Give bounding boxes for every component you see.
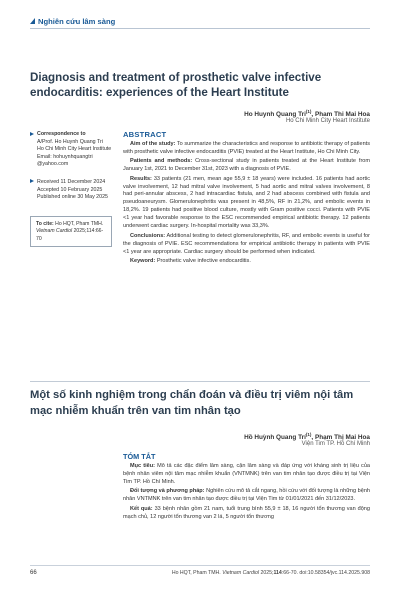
author-line-vn <box>244 432 370 441</box>
author-1: Ho Huynh Quang Tri <box>244 111 306 119</box>
footer-cite-year: 2025; <box>259 570 274 576</box>
affiliation-en: Ho Chi Minh City Heart Institute <box>285 118 370 124</box>
abstract-vn-results-label: Kết quả: <box>130 505 153 512</box>
footer-cite-journal: Vietnam Cardiol <box>222 570 260 576</box>
abstract-vn-aim <box>123 463 370 487</box>
abstract-vn-heading: TÓM TẮT <box>123 452 156 461</box>
abstract-conclusions-label: Conclusions: <box>130 232 166 239</box>
footer-citation <box>172 570 370 576</box>
author-line-en <box>244 109 370 118</box>
abstract-keyword-text: Prosthetic valve infective endocarditis. <box>155 257 251 264</box>
vn-author-1: Hồ Huỳnh Quang Trí <box>244 434 306 442</box>
section-divider <box>30 381 370 382</box>
correspondence-line: A/Prof. Ho Huynh Quang Tri <box>37 138 103 145</box>
correspondence-email-domain[interactable]: @yahoo.com <box>37 161 69 168</box>
correspondence-email[interactable]: Email: hohuynhquangtri <box>37 153 93 160</box>
arrow-right-icon <box>30 179 34 183</box>
published-date: Published online 30 May 2025 <box>37 194 108 201</box>
abstract-vn-methods-label: Đối tượng và phương pháp: <box>130 488 205 495</box>
triangle-icon <box>30 18 35 24</box>
author-1-affil-mark: (1) <box>305 109 312 114</box>
cite-authors: Ho HQT, Pham TMH. <box>53 220 104 227</box>
footer-cite-volume: 114 <box>273 570 282 576</box>
affiliation-vn: Viện Tim TP. Hồ Chí Minh <box>301 441 370 447</box>
abstract-aim-label: Aim of the study: <box>130 140 176 147</box>
article-title-vn: Một số kinh nghiệm trong chẩn đoán và điều trị viêm nội tâm mạc nhiễm khuẩn trên van tim nhân tạo <box>30 389 354 417</box>
arrow-right-icon <box>30 132 34 136</box>
header-rule <box>30 28 370 29</box>
dates-block <box>30 179 112 202</box>
author-2: Pham Thi Mai Hoa <box>314 111 370 119</box>
article-title-en: Diagnosis and treatment of prosthetic valve infective endocarditis: experiences of the Heart Institute <box>30 71 322 99</box>
correspondence-line: Ho Chi Minh City Heart Institute <box>37 146 112 153</box>
page-number: 66 <box>30 570 37 576</box>
abstract-vn-results <box>123 506 370 522</box>
abstract-results <box>123 176 370 232</box>
abstract-aim <box>123 141 370 157</box>
footer-cite-authors: Ho HQT, Pham TMH. <box>171 570 223 576</box>
abstract-results-text: 33 patients (21 men, mean age 55,9 ± 18 years) were included. 16 patients had aortic valve involvement, 12 had mitral valve involvement, 5 had aortic and mitral valves involvement, 8 had peri-annular abscess, 2 had intracardiac fistula, and 2 had abscess combined with fistula and pseudoaneurysm. Glomerulonephritis was present in 48,5%, RF in 21,2%, and embolic events in 18,2%. 19 patients had positive blood culture, mostly with Gram positive cocci. Patients with PVIE <1 year had favorable response to the ESC recommended empirical antibiotic therapy. 12 patients underwent cardiac surgery. In-hospital mortality was 33,3%. <box>123 175 370 230</box>
article-info-sidebar <box>30 131 112 247</box>
abstract-vn-aim-label: Mục tiêu: <box>130 462 155 469</box>
abstract-aim-text: To summarize the characteristics and response to antibiotic therapy of patients with prosthetic valve infective endocarditis (PVIE) treated at the Heart Institute, Ho Chi Minh City. <box>123 140 370 155</box>
abstract-results-label: Results: <box>130 175 152 182</box>
abstract-vn-methods <box>123 488 370 504</box>
vn-author-1-affil-mark: (1) <box>305 432 312 437</box>
abstract-keyword <box>123 258 370 266</box>
section-tag <box>30 17 115 26</box>
accepted-date: Accepted 10 February 2025 <box>37 186 103 193</box>
abstract-methods-label: Patients and methods: <box>130 158 193 165</box>
cite-box <box>30 216 112 247</box>
correspondence-heading: Correspondence to <box>37 131 86 137</box>
correspondence-block <box>30 131 112 169</box>
cite-journal: Vietnam Cardiol <box>36 228 73 235</box>
cite-rest: 2025;114:66-70 <box>36 228 104 242</box>
abstract-vn <box>123 453 370 523</box>
author-separator: , <box>311 111 315 119</box>
abstract-heading: ABSTRACT <box>123 130 167 139</box>
abstract-vn-results-text: 33 bệnh nhân gồm 21 nam, tuổi trung bình 55,9 ± 18, 16 người tổn thương van động mạch chủ, 12 người tổn thương van 2 lá, 5 người tổn thương <box>123 505 370 520</box>
abstract-methods <box>123 158 370 174</box>
vn-author-2: Phạm Thị Mai Hoa <box>314 434 370 442</box>
abstract-vn-aim-text: Mô tả các đặc điểm lâm sàng, cận lâm sàng và đáp ứng với kháng sinh trị liệu của bệnh nhân viêm nội tâm mạc nhiễm khuẩn (VNTMNK) trên van tim nhân tạo được điều trị tại Viện Tim TP. Hồ Chí Minh. <box>123 462 371 485</box>
footer-rule <box>30 565 370 566</box>
footer-cite-rest: :66-70. doi:10.58354/jvc.114.2025.908 <box>281 570 370 576</box>
abstract-conclusions-text: Additional testing to detect glomerulonephritis, RF, and embolic events is useful for the diagnosis of PVIE. ESC recommendations for empirical antibiotic therapy in patients with PVIE <1 year are appropriate. Cardiac surgery should be performed when indicated. <box>123 232 370 255</box>
abstract-conclusions <box>123 233 370 257</box>
section-tag-label: Nghiên cứu lâm sàng <box>38 17 116 26</box>
vn-author-separator: , <box>311 434 315 442</box>
received-date: Received 11 December 2024 <box>37 178 106 185</box>
abstract-en <box>123 131 370 267</box>
abstract-vn-methods-text: Nghiên cứu mô tả cắt ngang, hồi cứu với đối tượng là những bệnh nhân VNTMNK trên van tim nhân tạo được điều trị tại Viện Tim từ 01/01/2021 đến 31/12/2023. <box>123 488 371 503</box>
abstract-methods-text: Cross-sectional study in patients treated at the Heart Institute from January 1st, 2021 to December 31st, 2023 with a diagnosis of PVIE. <box>123 158 371 173</box>
abstract-keyword-label: Keyword: <box>130 257 156 264</box>
cite-label: To cite: <box>36 220 54 227</box>
